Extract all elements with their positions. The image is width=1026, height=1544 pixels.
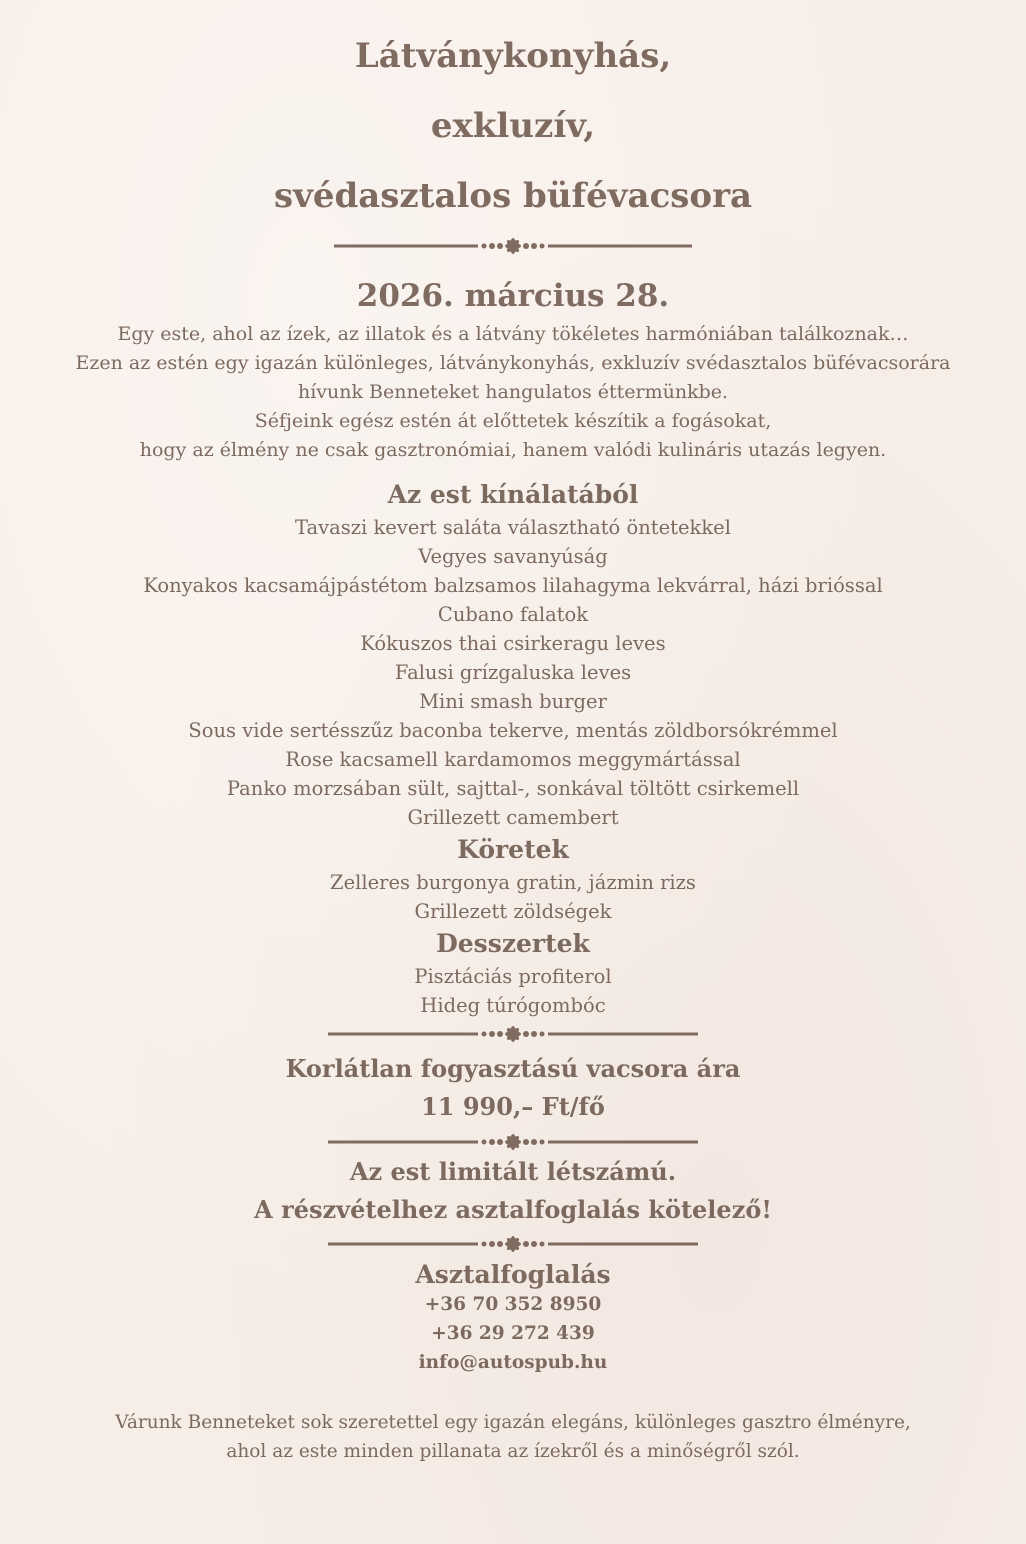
menu-list (0, 513, 1026, 832)
menu-heading: Az est kínálatából (387, 480, 639, 509)
booking-phone-1[interactable]: +36 70 352 8950 (424, 1294, 602, 1315)
menu-item: Kókuszos thai csirkeragu leves (360, 632, 666, 655)
closing-line: Várunk Benneteket sok szeretettel egy igazán elegáns, különleges gasztro élményre, (115, 1412, 911, 1433)
menu-item: Panko morzsában sült, sajttal-, sonkával töltött csirkemell (226, 777, 800, 800)
intro-line: Séfjeink egész estén át előttetek készítik a fogásokat, (254, 410, 772, 432)
intro-text (0, 320, 1026, 465)
menu-item: Grillezett camembert (407, 806, 619, 829)
menu-item: Sous vide sertésszűz baconba tekerve, mentás zöldborsókrémmel (188, 719, 838, 742)
price-label: Korlátlan fogyasztású vacsora ára (285, 1054, 741, 1083)
intro-line: hogy az élmény ne csak gasztronómiai, hanem valódi kulináris utazás legyen. (139, 439, 887, 461)
booking-email[interactable]: info@autospub.hu (418, 1352, 608, 1373)
desserts-heading: Desszertek (436, 929, 590, 958)
desserts-list (0, 962, 1026, 1020)
menu-item: Rose kacsamell kardamomos meggymártással (285, 748, 741, 771)
title-line-3: svédasztalos büfévacsora (273, 176, 753, 216)
menu-item: Falusi grízgaluska leves (394, 661, 632, 684)
event-date: 2026. március 28. (356, 278, 670, 314)
closing-line: ahol az este minden pillanata az ízekről és a minőségről szól. (226, 1441, 800, 1462)
ornament-divider (0, 1132, 1026, 1152)
sides-heading: Köretek (457, 835, 569, 864)
booking-phone-2[interactable]: +36 29 272 439 (431, 1323, 595, 1344)
sides-list (0, 868, 1026, 926)
title-line-2: exkluzív, (430, 106, 596, 146)
menu-item: Konyakos kacsamájpástétom balzsamos lilahagyma lekvárral, házi brióssal (143, 574, 883, 597)
intro-line: Ezen az estén egy igazán különleges, látványkonyhás, exkluzív svédasztalos büfévacsorára (75, 352, 951, 374)
title-line-1: Látványkonyhás, (354, 36, 672, 76)
side-item: Grillezett zöldségek (414, 900, 612, 923)
dessert-item: Hideg túrógombóc (420, 994, 606, 1017)
intro-line: Egy este, ahol az ízek, az illatok és a látvány tökéletes harmóniában találkoznak… (117, 323, 909, 345)
notice-line-2: A részvételhez asztalfoglalás kötelező! (254, 1195, 772, 1224)
menu-item: Vegyes savanyúság (418, 545, 608, 568)
menu-item: Tavaszi kevert saláta választható öntetekkel (295, 516, 731, 539)
closing-text (0, 1408, 1026, 1466)
ornament-divider (0, 1024, 1026, 1044)
ornament-divider (0, 1234, 1026, 1254)
booking-heading: Asztalfoglalás (415, 1260, 611, 1289)
price-value: 11 990,– Ft/fő (421, 1092, 605, 1121)
dessert-item: Pisztáciás profiterol (414, 965, 612, 988)
intro-line: hívunk Benneteket hangulatos éttermünkbe. (297, 381, 729, 403)
side-item: Zelleres burgonya gratin, jázmin rizs (330, 871, 696, 894)
notice-line-1: Az est limitált létszámú. (349, 1157, 677, 1186)
menu-item: Cubano falatok (437, 603, 589, 626)
ornament-divider (0, 236, 1026, 256)
menu-item: Mini smash burger (419, 690, 607, 713)
